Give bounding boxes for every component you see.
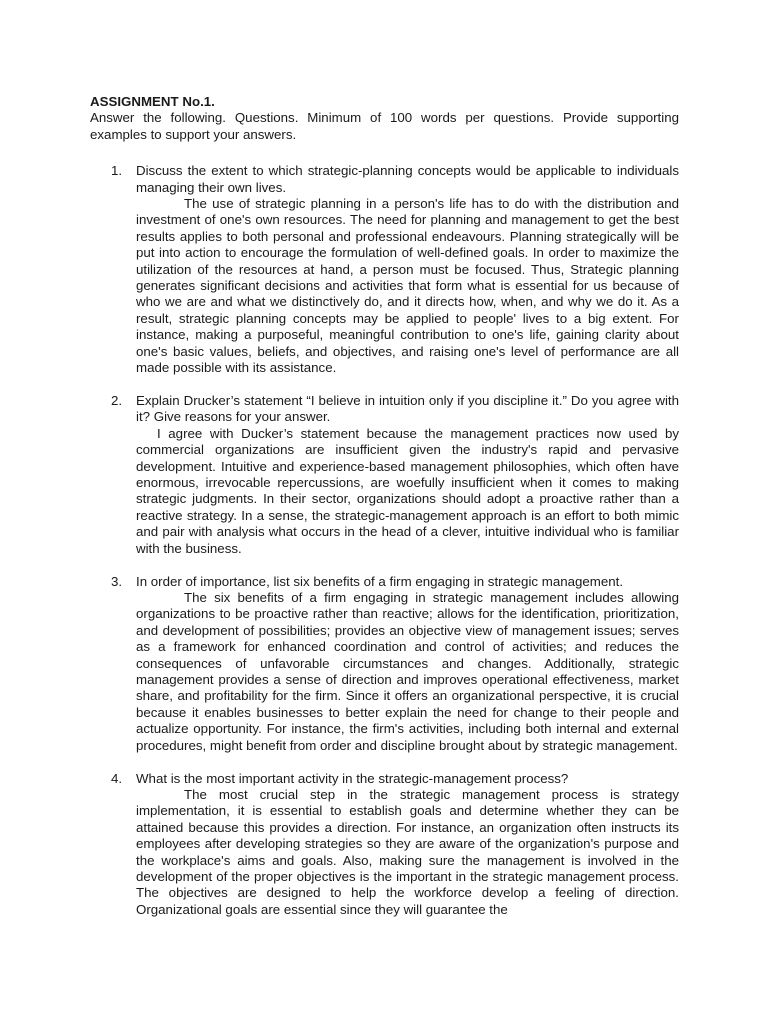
question-text: In order of importance, list six benefits of a firm engaging in strategic management. [136, 573, 624, 589]
question-item [90, 574, 679, 754]
assignment-title: ASSIGNMENT No.1. [90, 94, 215, 109]
answer-text: The six benefits of a firm engaging in strategic management includes allowing organizations to be proactive rather than reactive; allows for the identification, prioritization, and development of possibilities; provides an objective view of management issues; serves as a framework for enhanced coordination and control of activities; and reduces the consequences of unfavorable circumstances and changes. Additionally, strategic management provides a sense of direction and improves operational effectiveness, market share, and profitability for the firm. Since it offers an organizational perspective, it is crucial because it enables businesses to better explain the need for change to their people and actualize opportunity. For instance, the firm's activities, including both internal and external procedures, might benefit from order and discipline brought about by strategic management. [136, 589, 679, 753]
answer-text: The use of strategic planning in a person's life has to do with the distribution and investment of one's own resources. The need for planning and management to get the best results applies to both personal and professional endeavours. Planning strategically will be put into action to encourage the formulation of well-defined goals. In order to maximize the utilization of the resources at hand, a person must be focused. Thus, Strategic planning generates significant decisions and activities that form what is essential for us because of who we are and what we distinctively do, and it directs how, when, and why we do it. As a result, strategic planning concepts may be applied to people' lives to a big extent. For instance, making a purposeful, meaningful contribution to one's life, gaining clarity about one's basic values, beliefs, and objectives, and raising one's level of performance are all made possible with its assistance. [136, 196, 679, 376]
question-text: What is the most important activity in the strategic-management process? [136, 770, 569, 786]
question-text: Discuss the extent to which strategic-planning concepts would be applicable to individuals managing their own lives. [136, 163, 679, 195]
answer-text: The most crucial step in the strategic management process is strategy implementation, it is essential to establish goals and determine whether they can be attained because this provides a direction. For instance, an organization often instructs its employees after developing strategies so they are aware of the organization's purpose and the workplace's aims and goals. Also, making sure the management is involved in the development of the proper objectives is the important in the strategic management process. The objectives are designed to help the workforce develop a feeling of direction. Organizational goals are essential since they will guarantee the [136, 786, 679, 917]
question-item [90, 163, 679, 376]
question-number: 1. [111, 163, 123, 179]
answer-text: I agree with Ducker’s statement because the management practices now used by commercial organizations are insufficient given the industry's rapid and pervasive development. Intuitive and experience-based management philosophies, which often have enormous, irrevocable repercussions, are woefully insufficient when it comes to making strategic judgments. In their sector, organizations should adopt a proactive rather than a reactive strategy. In a sense, the strategic-management approach is an effort to both mimic and pair with analysis what occurs in the head of a clever, intuitive individual who is familiar with the business. [136, 425, 679, 556]
question-item [90, 393, 679, 557]
question-number: 3. [111, 573, 123, 589]
question-text: Explain Drucker’s statement “I believe in intuition only if you discipline it.” Do you agree with it? Give reasons for your answer. [136, 393, 679, 425]
question-number: 2. [111, 393, 123, 408]
question-item [90, 771, 679, 919]
question-number: 4. [111, 770, 123, 786]
assignment-instructions: Answer the following. Questions. Minimum of 100 words per questions. Provide supporting examples to support your answers. [90, 110, 679, 142]
question-list [90, 163, 679, 918]
